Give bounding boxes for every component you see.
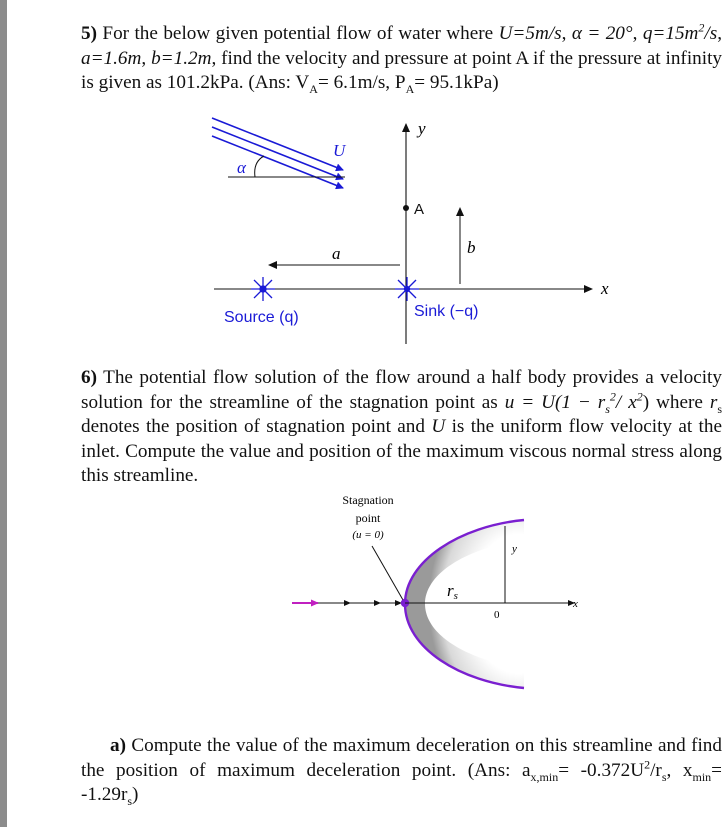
alpha-arc: [255, 156, 264, 177]
label-origin: 0: [494, 609, 500, 621]
subscript: s: [127, 793, 133, 808]
var-U: U: [431, 416, 446, 437]
given-U: U=5m/s: [498, 23, 562, 44]
text-run: ,: [632, 23, 643, 44]
problem-6-text: [81, 366, 722, 489]
text-run: u = U(1 − r: [504, 391, 606, 413]
label-source: Source (q): [224, 309, 299, 326]
subscript: s: [661, 769, 667, 784]
text-run: The potential flow solution of the flow around a half body provides a velocity solution for the streamline of the stagnation point as: [81, 367, 722, 413]
text-run: /s: [704, 23, 718, 44]
label-rs: [447, 581, 458, 602]
text-run: x: [628, 391, 637, 413]
text-run: = -1.29r: [81, 759, 722, 805]
text-run: ,: [561, 23, 572, 44]
source-sink-diagram: [0, 0, 727, 360]
text-run: = 6.1m/s, P: [317, 72, 406, 93]
var-r: r: [709, 391, 718, 413]
text-run: is the uniform flow velocity at the inlet. Compute the value and position of the maximum viscous normal stress along this streamline.: [81, 416, 723, 486]
problem-5-number: 5): [81, 23, 97, 44]
subscript: min: [692, 769, 712, 784]
text-run: = -0.372U: [558, 759, 645, 781]
stagnation-leader: [372, 546, 403, 600]
given-a: a=1.6m: [81, 47, 142, 69]
text-run: r: [447, 581, 454, 600]
flow-line-2: [212, 127, 343, 179]
label-y-2: y: [512, 543, 517, 555]
label-a: a: [332, 244, 341, 263]
text-run: Compute the value of the maximum deceleration on this streamline and find the position of maximum deceleration point. (Ans: a: [81, 735, 722, 781]
sink-symbol: [395, 277, 419, 301]
superscript: 2: [698, 20, 705, 35]
text-run: = 95.1kPa): [414, 72, 499, 93]
text-run: /r: [650, 759, 662, 781]
label-A: A: [414, 201, 425, 218]
stagnation-label-line3: (u = 0): [352, 529, 384, 541]
source-symbol: [251, 277, 275, 301]
half-body-shade: [405, 520, 524, 688]
text-run: , x: [666, 759, 693, 781]
stagnation-label-line2: point: [355, 511, 381, 525]
half-body-diagram: [0, 486, 727, 696]
text-run: , find the velocity and pressure at point A if the pressure at infinity is given as 101.2kPa. (Ans: V: [81, 47, 722, 93]
text-run: ,: [141, 47, 152, 69]
label-b: b: [467, 238, 476, 257]
subscript: x,min: [530, 769, 559, 784]
label-x: x: [601, 279, 609, 298]
subscript: A: [309, 81, 318, 96]
subscript: s: [605, 401, 610, 416]
superscript: 2: [636, 389, 643, 404]
label-x-2: x: [573, 598, 578, 610]
superscript: 2: [644, 757, 651, 772]
text-run: For the below given potential flow of water where: [96, 23, 499, 44]
label-U: U: [333, 141, 346, 160]
velocity-equation: [504, 389, 643, 416]
subscript: s: [717, 401, 723, 416]
label-y: y: [418, 119, 426, 138]
subscript: A: [405, 81, 415, 96]
given-alpha: α = 20°: [571, 23, 633, 44]
problem-6-number: 6): [81, 367, 97, 388]
point-A: [403, 205, 409, 211]
text-run: ,: [717, 23, 723, 44]
label-alpha: α: [237, 158, 246, 177]
text-run: ) where: [642, 391, 710, 413]
text-run: denotes the position of stagnation point and: [81, 416, 432, 437]
part-a-text: [81, 734, 722, 808]
text-run: /: [615, 391, 622, 413]
superscript: 2: [609, 389, 616, 404]
label-sink: Sink (−q): [414, 303, 479, 320]
text-run: ): [132, 784, 139, 805]
given-b: b=1.2m: [151, 47, 212, 69]
text-run: q=15m: [642, 23, 699, 44]
part-a-label: a): [110, 735, 126, 756]
subscript: s: [453, 590, 458, 602]
stagnation-label-line1: Stagnation: [342, 493, 394, 507]
